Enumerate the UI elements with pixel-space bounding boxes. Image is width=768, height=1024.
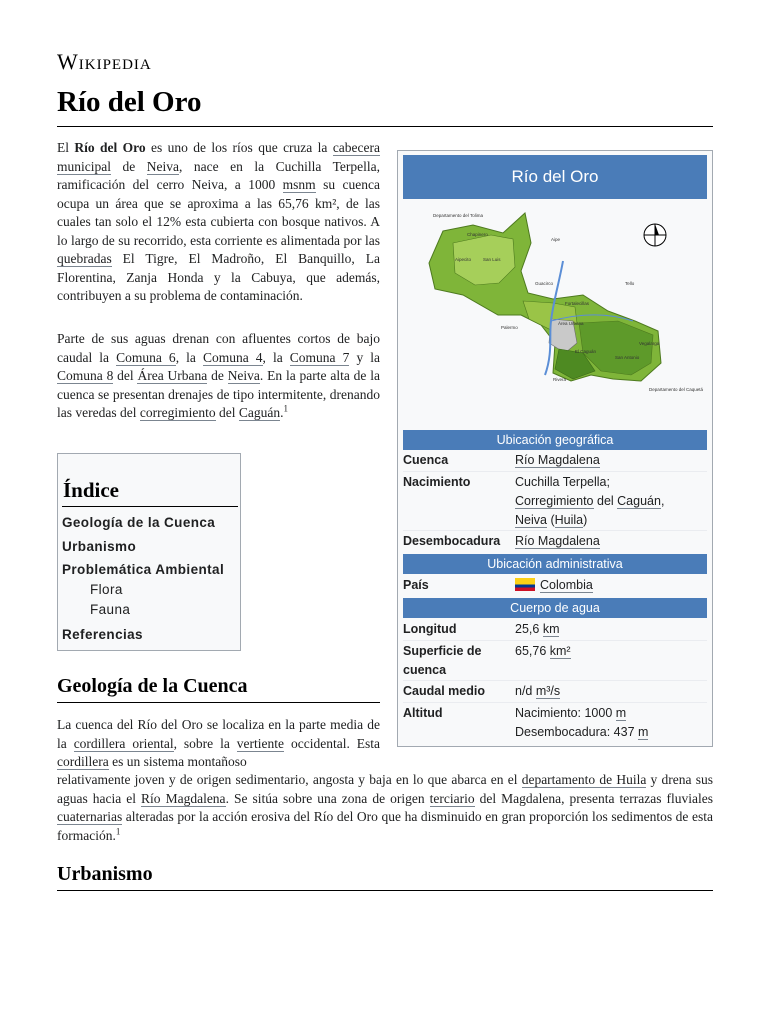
link[interactable]: Comuna 7	[289, 349, 350, 365]
text-run: , nace en la Cuchilla Terpella, ramificación del cerro Neiva, a 1000	[57, 158, 381, 192]
text-run: Cuchilla Terpella;	[515, 475, 610, 489]
infobox-label: Nacimiento	[403, 475, 471, 489]
text-run: de	[207, 368, 228, 383]
link[interactable]: Neiva	[146, 158, 179, 174]
map-label: Vegalarga	[639, 341, 660, 346]
text-run: del	[593, 494, 618, 508]
section-rule-geologia	[57, 702, 380, 703]
infobox-row-separator	[403, 640, 707, 641]
link[interactable]: km	[542, 622, 560, 636]
link[interactable]: cordillera oriental	[73, 735, 174, 751]
lead-paragraph-1	[57, 139, 380, 306]
text-run: )	[583, 513, 588, 527]
text-run: . En la parte alta de la cuenca se presentan drenajes de tipo intermitente, drenando las veredas del	[57, 368, 380, 420]
text-run: 25,6	[515, 622, 543, 636]
link[interactable]: terciario	[429, 790, 475, 806]
link[interactable]: m	[638, 725, 649, 739]
link[interactable]: Río Magdalena	[141, 790, 226, 806]
link[interactable]: Caguán	[617, 494, 661, 508]
section-heading-urbanismo: Urbanismo	[57, 863, 153, 885]
infobox-label: Cuenca	[403, 453, 449, 467]
infobox-title: Río del Oro	[403, 155, 707, 199]
basin-map-image	[403, 203, 707, 425]
geologia-paragraph-wide	[57, 771, 713, 845]
infobox-row-separator	[403, 702, 707, 703]
map-label: El Caguán	[575, 349, 597, 354]
link[interactable]: Comuna 6	[116, 349, 176, 365]
text-run: . Se sitúa sobre una zona de origen	[225, 790, 430, 806]
link[interactable]: Río Magdalena	[515, 534, 600, 548]
text-run: , la	[262, 349, 290, 365]
infobox-value	[515, 576, 707, 595]
link[interactable]: Neiva	[515, 513, 547, 527]
link[interactable]: corregimiento	[139, 405, 216, 420]
text-run: 65,76	[515, 644, 550, 658]
map-label: Departamento del Caquetá	[649, 387, 704, 392]
text-run: del	[215, 405, 239, 420]
infobox-value	[515, 620, 707, 639]
infobox-value	[515, 451, 707, 470]
text-run: (	[546, 513, 555, 527]
table-of-contents	[57, 453, 241, 651]
infobox-row-separator	[403, 530, 707, 531]
link[interactable]: quebradas	[57, 251, 112, 266]
colombia-flag-icon	[515, 578, 535, 591]
link[interactable]: cordillera	[57, 754, 109, 769]
map-label: Guacirco	[535, 281, 554, 286]
toc-item[interactable]: Urbanismo	[62, 539, 137, 554]
infobox	[397, 150, 713, 747]
section-rule-urbanismo	[57, 890, 713, 891]
text-run: El Tigre, El Madroño, El Banquillo, La Florentina, Zanja Honda y la Cabuya, que además, contribuyen a su problema de contaminación.	[57, 251, 380, 303]
text-run: , sobre la	[173, 735, 237, 751]
infobox-value	[515, 473, 707, 530]
reference-link[interactable]: 1	[283, 403, 288, 414]
lead-paragraph-2	[57, 330, 380, 423]
infobox-label: Desembocadura	[403, 534, 501, 548]
map-label: San Antonio	[615, 355, 640, 360]
link[interactable]: m	[615, 706, 627, 720]
text-run: de	[111, 158, 147, 174]
text-run: Nacimiento: 1000	[515, 706, 616, 720]
link[interactable]: cabecera municipal	[57, 140, 381, 174]
link[interactable]: Neiva	[227, 368, 260, 383]
map-label: Aipe	[551, 237, 561, 242]
map-label: Rivera	[553, 377, 567, 382]
link[interactable]: Área Urbana	[137, 368, 208, 383]
map-label: Tello	[625, 281, 635, 286]
link[interactable]: msnm	[282, 177, 316, 192]
infobox-section-header: Ubicación geográfica	[403, 430, 707, 450]
text-run: La cuenca del Río del Oro se localiza en la parte media de la	[57, 717, 380, 751]
text-run: y drena sus aguas hacia el	[57, 772, 713, 806]
text-run: occidental. Esta	[284, 735, 381, 751]
infobox-value	[515, 704, 707, 742]
map-label: Palermo	[501, 325, 518, 330]
infobox-label: Superficie de cuenca	[403, 644, 482, 677]
toc-rule	[62, 506, 238, 507]
text-run: n/d	[515, 684, 536, 698]
infobox-row-separator	[403, 680, 707, 681]
map-label: Fortalecillas	[565, 301, 590, 306]
infobox-label: Altitud	[403, 706, 443, 720]
link[interactable]: Río Magdalena	[515, 453, 600, 467]
text-run: , la	[175, 349, 203, 365]
text-run: es un sistema montañoso	[108, 754, 247, 769]
text-run: y la	[349, 349, 381, 365]
link[interactable]: Comuna 8	[57, 368, 114, 383]
link[interactable]: vertiente	[236, 735, 285, 751]
text-run: El	[57, 140, 75, 155]
text-run: del	[113, 368, 138, 383]
wikipedia-logo[interactable]: Wikipedia	[57, 49, 152, 74]
toc-item[interactable]: Problemática Ambiental	[62, 562, 225, 577]
text-run: su cuenca ocupa un área que se aproxima a las 65,76 km², de las cuales tan solo el 12% esta cubierta con bosque nativos. A lo largo de su recorrido, esta corriente es alimentada por las	[57, 177, 380, 248]
map-label: Aipecito	[455, 257, 472, 262]
link[interactable]: cuaternarias	[57, 809, 123, 824]
link[interactable]: Colombia	[540, 578, 593, 592]
toc-item[interactable]: Referencias	[62, 627, 143, 642]
infobox-section-header: Cuerpo de agua	[403, 598, 707, 618]
section-heading-geologia: Geología de la Cuenca	[57, 675, 248, 697]
text-run: .	[280, 405, 284, 420]
link[interactable]: Corregimiento	[515, 494, 594, 508]
infobox-row-separator	[403, 471, 707, 472]
text-run: alteradas por la acción erosiva del Río del Oro que ha disminuido en gran proporción los sedimentos de esta formación.	[57, 809, 713, 843]
map-label: Departamento del Tolima	[433, 213, 483, 218]
map-label: San Luis	[483, 257, 501, 262]
text-run: del Magdalena, presenta terrazas fluviales	[474, 790, 713, 806]
toc-item[interactable]: Fauna	[90, 602, 131, 617]
text-run: Parte de sus aguas drenan con afluentes cortos de bajo caudal la	[57, 331, 380, 365]
link[interactable]: departamento de Huila	[521, 772, 647, 787]
infobox-value	[515, 532, 707, 551]
text-run: ,	[660, 494, 665, 508]
reference-link[interactable]: 1	[115, 826, 121, 836]
infobox-section-header: Ubicación administrativa	[403, 554, 707, 574]
text-run: Desembocadura: 437	[515, 725, 638, 739]
text-run: es uno de los ríos que cruza la	[145, 140, 333, 155]
toc-title: Índice	[63, 478, 120, 502]
title-rule	[57, 126, 713, 127]
map-label: Chapinero	[467, 232, 488, 237]
infobox-value	[515, 642, 707, 661]
text-run: relativamente joven y de origen sedimentario, angosta y baja en lo que abarca en el	[57, 772, 522, 787]
infobox-label: País	[403, 578, 429, 592]
infobox-label: Caudal medio	[403, 684, 485, 698]
link[interactable]: m³/s	[535, 684, 561, 698]
link[interactable]: Comuna 4	[202, 349, 263, 365]
bold-text: Río del Oro	[74, 140, 146, 155]
basin-map[interactable]	[403, 203, 707, 425]
toc-item[interactable]: Geología de la Cuenca	[62, 515, 216, 530]
infobox-label: Longitud	[403, 622, 457, 636]
geologia-paragraph-narrow	[57, 716, 380, 772]
map-label: Área Urbana	[558, 321, 584, 326]
link[interactable]: km²	[549, 644, 571, 658]
toc-item[interactable]: Flora	[90, 582, 123, 597]
page-title: Río del Oro	[57, 86, 202, 118]
link[interactable]: Huila	[554, 513, 584, 527]
infobox-value	[515, 682, 707, 701]
link[interactable]: Caguán	[238, 405, 281, 420]
